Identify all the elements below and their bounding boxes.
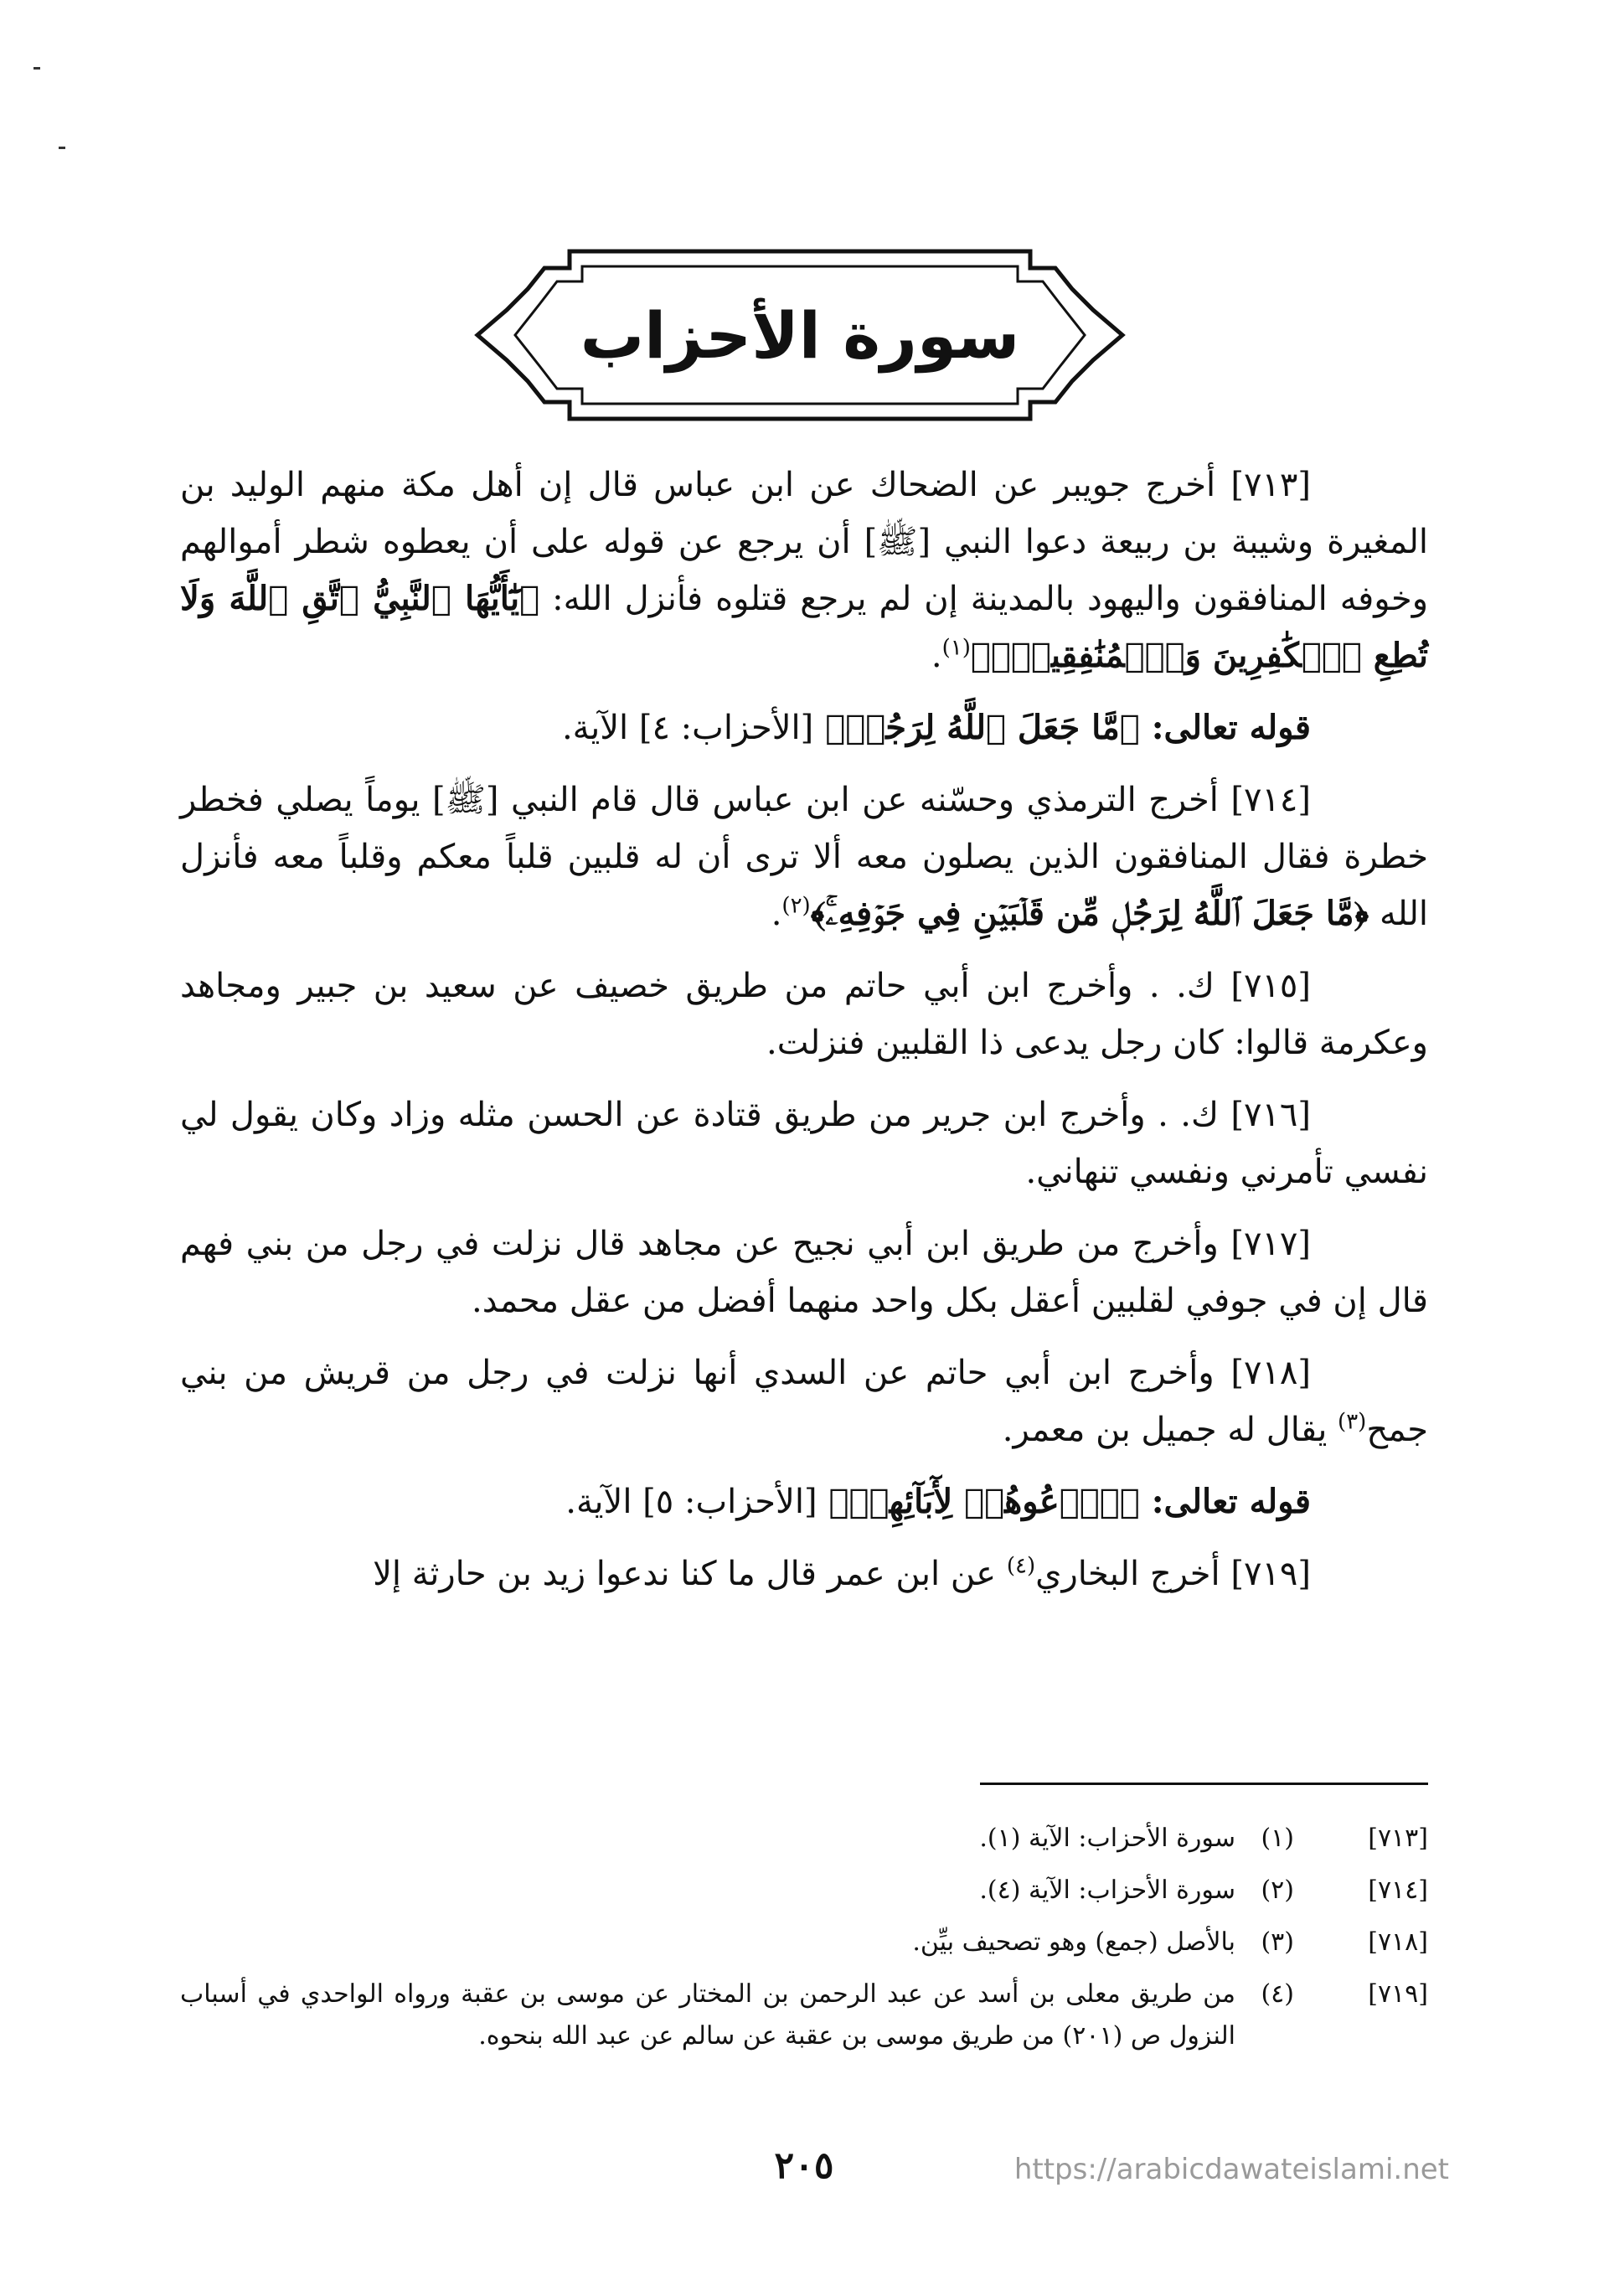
footnote-ref: [٧١٤] [1368,1875,1428,1905]
paragraph-715 [180,957,1428,1071]
paragraph-717 [180,1215,1428,1329]
footnote-text: سورة الأحزاب: الآية (١). [979,1824,1235,1853]
quran-verse: ﴿يَٰٓأَيُّهَا ٱلنَّبِيُّ ٱتَّقِ ٱللَّهَ وَلَا تُطِعِ ٱلۡكَٰفِرِينَ وَٱلۡمُنَٰفِقِينَۚ﴾ [180,579,1428,675]
narration-text: وأخرج ابن أبي حاتم عن السدي أنها نزلت في رجل من قريش من بني جمح [180,1354,1428,1449]
footnote-number: (٤) [1261,1979,1294,2009]
quran-verse: ﴿مَّا جَعَلَ ٱللَّهُ لِرَجُلٖ﴾ [825,708,1140,747]
narration-text: أخرج البخاري [1035,1555,1220,1593]
paragraph-718 [180,1344,1428,1458]
footnote-number: (١) [1261,1824,1294,1853]
footnote-marker: (٣) [1338,1409,1367,1435]
verse-reference: [الأحزاب: ٤] الآية. [561,709,814,747]
narration-number: [٧١٥] [1230,967,1311,1005]
narration-text: وأخرج من طريق ابن أبي نجيح عن مجاهد قال نزلت في رجل من بني فهم قال إن في جوفي لقلبين أعقل بكل واحد منهما أفضل من عقل محمد. [180,1225,1428,1320]
footnote-ref: [٧١٩] [1368,1979,1428,2009]
footnote-text: من طريق معلى بن أسد عن عبد الرحمن بن المختار عن موسى بن عقبة ورواه الواحدي في أسباب النزول ص (٢٠١) من طريق موسى بن عقبة عن سالم عن عبد الله بنحوه. [180,1979,1235,2051]
footnote-item [180,1870,1428,1912]
footnote-ref: [٧١٣] [1368,1824,1428,1853]
quran-verse: ﴿مَّا جَعَلَ ٱللَّهُ لِرَجُلٖ مِّن قَلۡبَيۡنِ فِي جَوۡفِهِۦۚ﴾ [810,894,1369,933]
footnote-text: سورة الأحزاب: الآية (٤). [979,1875,1235,1905]
footnote-item [180,1974,1428,2057]
footnote-item [180,1922,1428,1963]
footnote-ref: [٧١٨] [1368,1927,1428,1957]
narration-number: [٧١٦] [1230,1096,1311,1134]
narration-number: [٧١٨] [1230,1354,1312,1392]
narration-number: [٧١٩] [1230,1555,1311,1593]
narration-text: أخرج الترمذي وحسّنه عن ابن عباس قال قام النبي [ﷺ] يوماً يصلي فخطر خطرة فقال المنافقون الذين يصلون معه ألا ترى أن له قلبين قلباً معكم وقلباً معه فأنزل الله [180,781,1428,933]
watermark-url: https://arabicdawateislami.net [1013,2153,1449,2186]
narration-text: ك. . وأخرج ابن أبي حاتم من طريق خصيف عن سعيد بن جبير ومجاهد وعكرمة قالوا: كان رجل يدعى ذا القلبين فنزلت. [180,967,1428,1062]
heading-text: قوله تعالى: [1151,708,1311,747]
narration-number: [٧١٧] [1230,1225,1311,1263]
footnote-marker: (١) [941,635,971,661]
footnote-number: (٢) [1261,1875,1294,1905]
paragraph-716 [180,1086,1428,1200]
surah-title: سورة الأحزاب [580,297,1020,373]
narration-text: ك. . وأخرج ابن جرير من طريق قتادة عن الحسن مثله وزاد وكان يقول لي نفسي تأمرني ونفسي تنهاني. [180,1096,1428,1191]
footnote-number: (٣) [1261,1927,1294,1957]
footnotes [180,1818,1428,2067]
verse-heading-4 [180,699,1428,756]
footnote-item [180,1818,1428,1860]
narration-tail: . [931,637,942,675]
heading-text: قوله تعالى: [1151,1482,1311,1521]
paragraph-713 [180,457,1428,684]
footnote-marker: (٤) [1006,1553,1036,1579]
narration-tail: . [771,895,782,933]
verse-heading-5 [180,1473,1428,1530]
narration-number: [٧١٤] [1230,781,1311,819]
narration-number: [٧١٣] [1230,466,1311,504]
quran-verse: ﴿ٱدۡعُوهُمۡ لِأٓبَآئِهِمۡ﴾ [828,1482,1140,1521]
footnote-divider [980,1783,1428,1785]
surah-title-frame [469,235,1131,436]
scan-speck [59,147,65,149]
paragraph-719 [180,1545,1428,1602]
main-text [180,457,1428,1618]
scan-speck [34,67,40,70]
narration-tail: عن ابن عمر قال ما كنا ندعوا زيد بن حارثة إلا [373,1555,997,1593]
page-number: ٢٠٥ [774,2144,834,2187]
narration-text: أخرج جويبر عن الضحاك عن ابن عباس قال إن أهل مكة منهم الوليد بن المغيرة وشيبة بن ربيعة دعوا النبي [ﷺ] أن يرجع عن قوله على أن يعطوه شطر أموالهم وخوفه المنافقون واليهود بالمدينة إن لم يرجع قتلوه فأنزل الله: [180,466,1429,618]
verse-reference: [الأحزاب: ٥] الآية. [565,1483,817,1521]
footnote-marker: (٢) [781,893,811,919]
paragraph-714 [180,771,1428,942]
narration-tail: يقال له جميل بن معمر. [1002,1411,1328,1449]
footnote-text: بالأصل (جمع) وهو تصحيف بيِّن. [912,1927,1235,1957]
